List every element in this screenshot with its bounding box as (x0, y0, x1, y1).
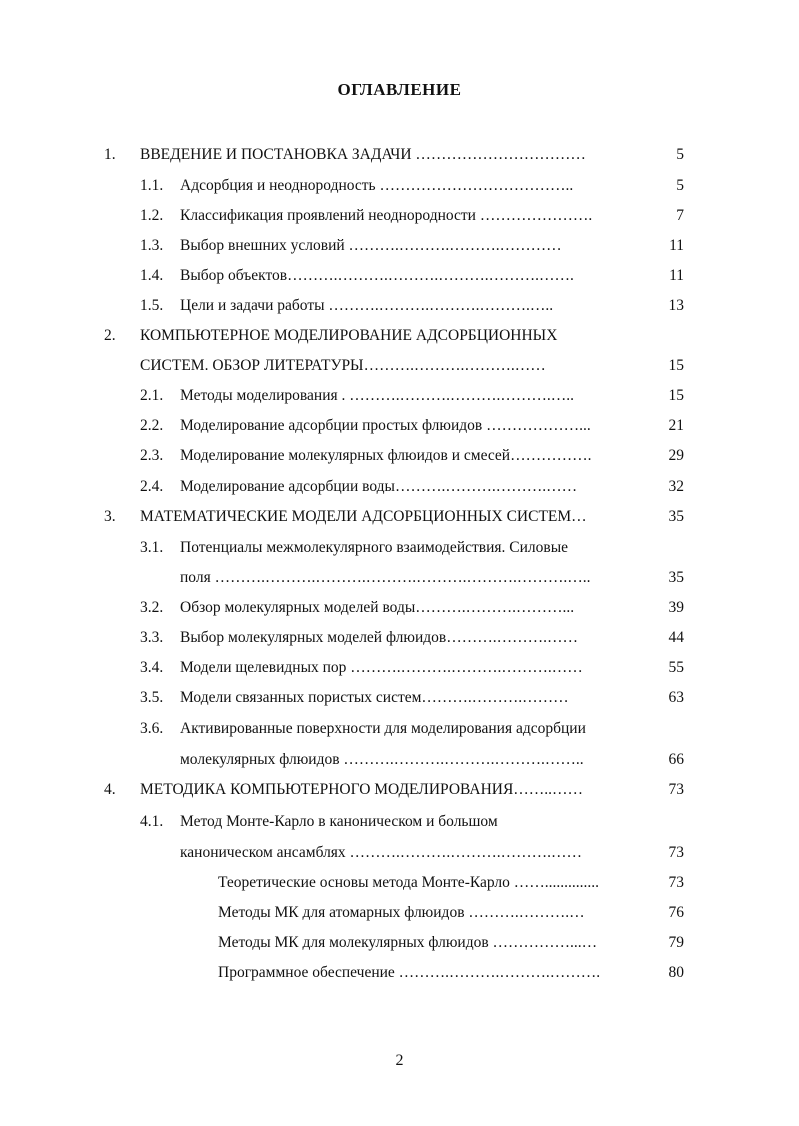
toc-entry-page: 79 (668, 934, 684, 951)
toc-entry-title: ВВЕДЕНИЕ И ПОСТАНОВКА ЗАДАЧИ …………………………… (140, 146, 586, 163)
toc-entry-page: 76 (668, 904, 684, 921)
toc-entry-page: 66 (668, 751, 684, 768)
toc-entry-number: 1. (104, 146, 116, 163)
toc-entry-title: Модели связанных пористых систем……….……….……… (180, 689, 569, 706)
toc-entry-title: Моделирование адсорбции воды……….……….……….…… (180, 478, 578, 495)
toc-entry-title: Метод Монте-Карло в каноническом и большом (180, 813, 498, 830)
toc-entry-number: 4.1. (140, 813, 164, 830)
toc-entry-page: 29 (668, 447, 684, 464)
toc-entry-number: 3. (104, 508, 116, 525)
toc-entry-number: 3.6. (140, 720, 164, 737)
toc-entry-title: Методы МК для атомарных флюидов ……….……….… (218, 904, 585, 921)
toc-entry-title: молекулярных флюидов ……….……….……….……….…….. (180, 751, 584, 768)
toc-entry-page: 13 (668, 297, 684, 314)
toc-entry-title: каноническом ансамблях ……….……….……….……….…… (180, 844, 583, 861)
toc-entry-number: 1.5. (140, 297, 164, 314)
toc-entry-page: 73 (668, 844, 684, 861)
toc-entry-number: 4. (104, 781, 116, 798)
toc-entry-page: 35 (668, 508, 684, 525)
toc-entry-title: Классификация проявлений неоднородности …………………. (180, 207, 593, 224)
toc-entry-page: 15 (668, 357, 684, 374)
toc-entry-page: 5 (676, 146, 684, 163)
toc-entry-page: 39 (668, 599, 684, 616)
toc-entry-page: 73 (668, 781, 684, 798)
toc-entry-title: Цели и задачи работы ……….……….……….……….….. (180, 297, 554, 314)
toc-entry-number: 3.4. (140, 659, 164, 676)
toc-entry-page: 35 (668, 569, 684, 586)
toc-entry-title: Моделирование молекулярных флюидов и смесей……………. (180, 447, 592, 464)
toc-entry-page: 15 (668, 387, 684, 404)
toc-entry-page: 21 (668, 417, 684, 434)
toc-entry-number: 1.3. (140, 237, 164, 254)
toc-entry-number: 1.4. (140, 267, 164, 284)
toc-entry-title: Потенциалы межмолекулярного взаимодействия. Силовые (180, 539, 568, 556)
toc-entry-page: 80 (668, 964, 684, 981)
toc-entry-number: 2.4. (140, 478, 164, 495)
toc-entry-page: 44 (668, 629, 684, 646)
toc-entry-page: 73 (668, 874, 684, 891)
toc-entry-title: Программное обеспечение ……….……….……….………. (218, 964, 601, 981)
toc-entry-title: Обзор молекулярных моделей воды……….……….………... (180, 599, 575, 616)
toc-entry-title: МАТЕМАТИЧЕСКИЕ МОДЕЛИ АДСОРБЦИОННЫХ СИСТЕМ… (140, 508, 587, 525)
toc-entry-number: 3.2. (140, 599, 164, 616)
toc-entry-title: КОМПЬЮТЕРНОЕ МОДЕЛИРОВАНИЕ АДСОРБЦИОННЫХ (140, 327, 558, 344)
toc-entry-page: 55 (668, 659, 684, 676)
toc-entry-title: поля ……….……….……….……….……….……….……….….. (180, 569, 591, 586)
toc-entry-number: 3.3. (140, 629, 164, 646)
toc-entry-title: Выбор внешних условий ……….……….……….………… (180, 237, 562, 254)
toc-entry-number: 3.5. (140, 689, 164, 706)
toc-entry-page: 63 (668, 689, 684, 706)
toc-entry-number: 2.2. (140, 417, 164, 434)
toc-entry-page: 11 (669, 267, 684, 284)
toc-entry-page: 11 (669, 237, 684, 254)
toc-entry-title: Теоретические основы метода Монте-Карло …….............. (218, 874, 600, 891)
toc-entry-number: 1.2. (140, 207, 164, 224)
toc-entry-number: 2.3. (140, 447, 164, 464)
toc-entry-title: Модели щелевидных пор ……….……….……….……….…… (180, 659, 583, 676)
toc-entry-title: Адсорбция и неоднородность ……………………………….. (180, 177, 574, 194)
page-title: ОГЛАВЛЕНИЕ (337, 80, 462, 99)
toc-entry-title: Моделирование адсорбции простых флюидов ………………... (180, 417, 591, 434)
toc-entry-number: 2.1. (140, 387, 164, 404)
toc-entry-number: 3.1. (140, 539, 164, 556)
toc-entry-number: 1.1. (140, 177, 164, 194)
toc-entry-title: Методы МК для молекулярных флюидов ……………...… (218, 934, 598, 951)
toc-entry-title: Методы моделирования . ……….……….……….……….….. (180, 387, 575, 404)
toc-entry-title: Выбор молекулярных моделей флюидов……….……….…… (180, 629, 578, 646)
toc-entry-title: Активированные поверхности для моделирования адсорбции (180, 720, 586, 737)
toc-entry-page: 5 (676, 177, 684, 194)
page-number: 2 (395, 1052, 404, 1069)
toc-entry-page: 32 (668, 478, 684, 495)
toc-entry-number: 2. (104, 327, 116, 344)
toc-entry-page: 7 (676, 207, 684, 224)
toc-entry-title: Выбор объектов……….……….……….……….……….……. (180, 267, 574, 284)
toc-entry-title: МЕТОДИКА КОМПЬЮТЕРНОГО МОДЕЛИРОВАНИЯ……..…… (140, 781, 584, 798)
toc-entry-title: СИСТЕМ. ОБЗОР ЛИТЕРАТУРЫ……….……….……….…… (140, 357, 546, 374)
